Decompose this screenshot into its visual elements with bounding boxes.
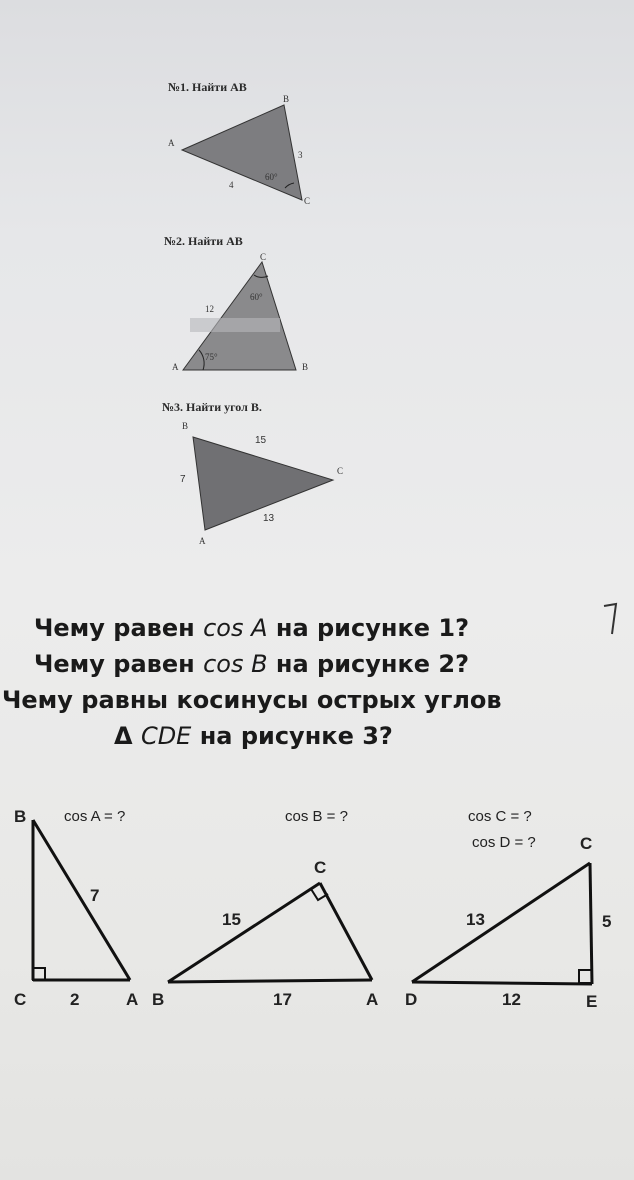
figure2-side-bc: 15 (222, 910, 241, 929)
figure2-vertex-b: B (152, 990, 165, 1009)
figure1-question: cos A = ? (64, 808, 126, 825)
figure2-side-ba: 17 (273, 990, 292, 1009)
figure3-triangle (412, 863, 592, 984)
task2-light-band (190, 318, 280, 332)
figure2-triangle (168, 883, 372, 982)
task1-triangle (182, 105, 302, 200)
figure3-right-angle-mark (579, 970, 592, 983)
task2-vertex-c: C (260, 252, 267, 262)
question-3: Чему равны косинусы острых углов (2, 686, 502, 714)
figure1-triangle (33, 820, 130, 980)
figure2-vertex-a: A (366, 990, 379, 1009)
figure3-vertex-d: D (405, 990, 418, 1009)
question-4 (114, 722, 393, 750)
figure2-question: cos B = ? (285, 808, 348, 825)
figure3-question-c: cos C = ? (468, 808, 532, 825)
corner-mark (604, 604, 616, 634)
question-1-var: cos A (203, 614, 268, 642)
figure1-side-leg: 2 (70, 990, 80, 1009)
task1-angle: 60° (265, 172, 278, 182)
question-2-var: cos B (203, 650, 268, 678)
task2-vertex-a: A (172, 362, 179, 372)
figure3-side-ce: 5 (602, 912, 612, 931)
figure3-side-dc: 13 (466, 910, 485, 929)
figure3-vertex-e: E (586, 992, 598, 1011)
task1-side-bc: 3 (298, 150, 303, 160)
question-2 (34, 650, 469, 678)
question-4-var: CDE (140, 722, 192, 750)
figure1-side-hyp: 7 (90, 886, 100, 905)
question-2-post: на рисунке 2? (267, 650, 470, 678)
task2-title: №2. Найти АВ (164, 234, 243, 248)
figure3-question-d: cos D = ? (472, 834, 536, 851)
task1-vertex-b: B (283, 94, 290, 104)
task3-title: №3. Найти угол В. (162, 400, 262, 414)
task3-side-bc: 15 (255, 435, 267, 446)
figure1-vertex-c: C (14, 990, 27, 1009)
task2-angle-c: 60° (250, 292, 263, 302)
figure1-right-angle-mark (33, 968, 45, 980)
question-1-pre: Чему равен (34, 614, 204, 642)
question-2-pre: Чему равен (34, 650, 204, 678)
question-1-post: на рисунке 1? (267, 614, 469, 642)
task1-title: №1. Найти АВ (168, 80, 247, 94)
task1-vertex-c: C (304, 196, 311, 206)
figure3-vertex-c: C (580, 834, 593, 853)
task1-side-ac: 4 (229, 180, 234, 190)
task2-vertex-b: B (302, 362, 309, 372)
figure1-vertex-a: A (126, 990, 139, 1009)
task2-angle-a: 75° (205, 352, 218, 362)
task3-vertex-a: A (199, 536, 206, 546)
task3-side-ab: 7 (180, 474, 186, 485)
task3-vertex-b: B (182, 421, 189, 431)
figure1-vertex-b: B (14, 807, 27, 826)
question-4-post: на рисунке 3? (191, 722, 393, 750)
task3-vertex-c: C (337, 466, 344, 476)
figure2-vertex-c: C (314, 858, 327, 877)
question-1 (34, 614, 469, 642)
task2-side-ac: 12 (205, 304, 214, 314)
question-4-pre: Δ (114, 722, 141, 750)
task1-vertex-a: A (168, 138, 175, 148)
task2-triangle (183, 262, 296, 370)
figure3-side-de: 12 (502, 990, 521, 1009)
task3-side-ac: 13 (263, 513, 275, 524)
